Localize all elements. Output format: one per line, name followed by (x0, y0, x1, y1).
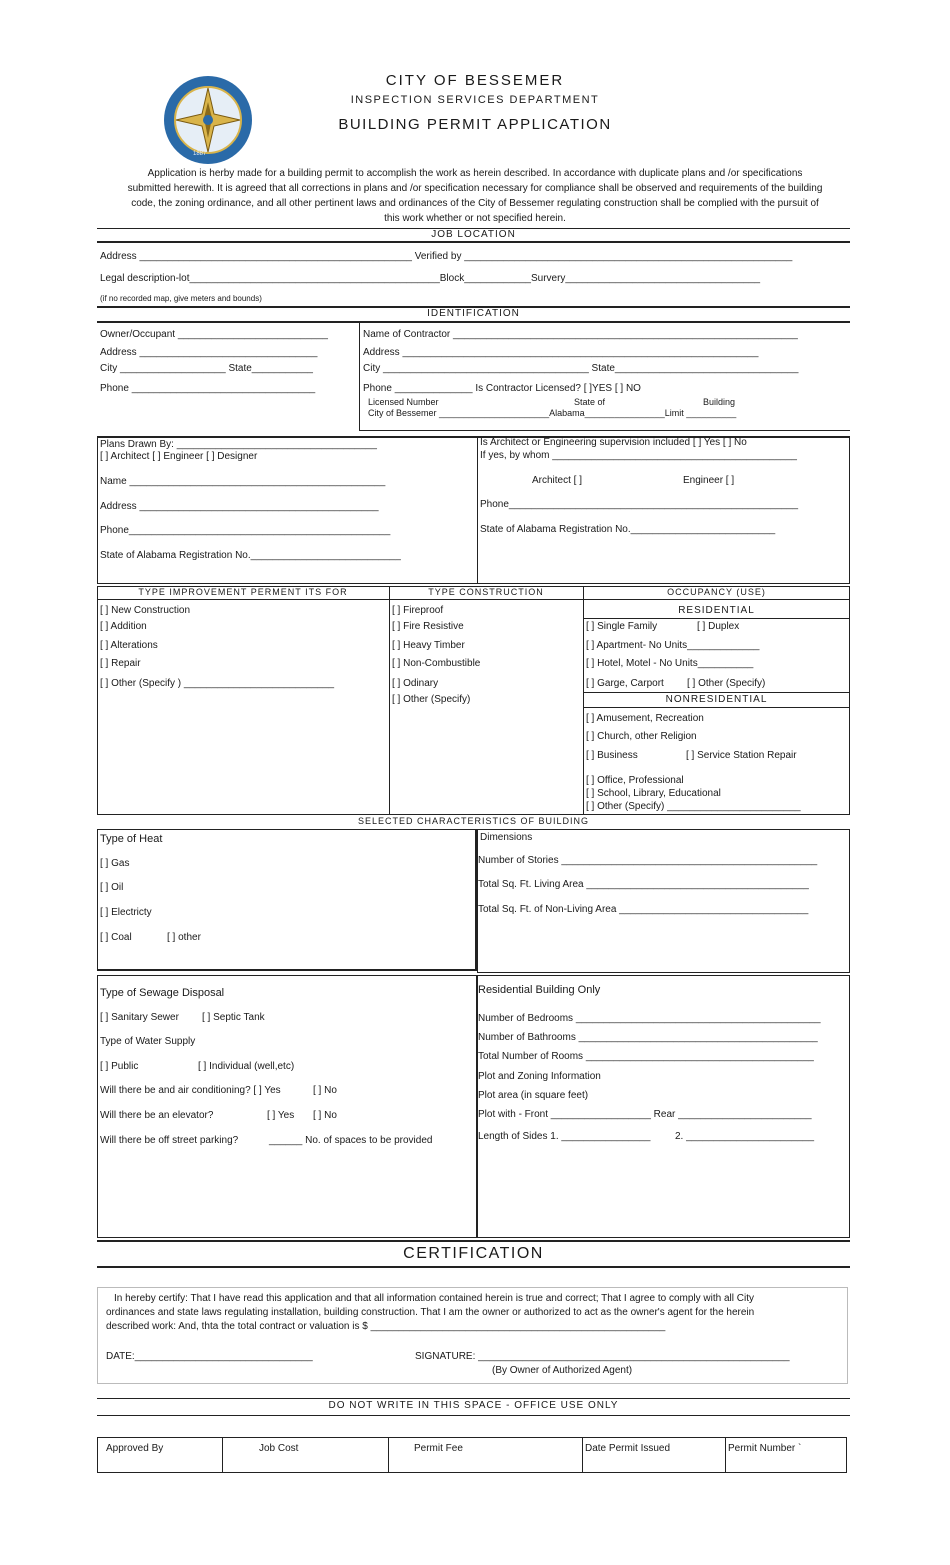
contractor-phone-licensed-field[interactable]: Phone ______________ Is Contractor Licensed? [ ]YES [ ] NO (363, 383, 641, 394)
supervision-question[interactable]: Is Architect or Engineering supervision included [ ] Yes [ ] No (480, 437, 747, 448)
certification-date-field[interactable]: DATE:________________________________ (106, 1351, 313, 1362)
type-of-heat-label: Type of Heat (100, 833, 163, 845)
intro-line-2: submitted herewith. It is agreed that all corrections in plans and /or specification necessary for compliance shall be observed and requirements of the building (127, 183, 823, 194)
licensed-number-label: Licensed Number (368, 397, 439, 407)
plans-designer-options[interactable]: [ ] Architect [ ] Engineer [ ] Designer (100, 451, 258, 462)
other-nonresidential-option[interactable]: [ ] Other (Specify) ________________________ (586, 801, 801, 812)
occupancy-heading: OCCUPANCY (USE) (667, 587, 766, 597)
approved-by-cell: Approved By (106, 1443, 164, 1454)
contractor-city-state-field[interactable]: City _____________________________________ State_________________________________ (363, 363, 799, 374)
gas-option[interactable]: [ ] Gas (100, 858, 130, 869)
length-side-2-field[interactable]: 2. _______________________ (675, 1131, 815, 1142)
bathrooms-field[interactable]: Number of Bathrooms ___________________________________________ (478, 1032, 818, 1043)
permit-number-cell: Permit Number ` (728, 1443, 802, 1454)
improvement-heading: TYPE IMPROVEMENT PERMENT ITS FOR (138, 587, 348, 597)
owner-city-state-field[interactable]: City ___________________ State___________ (100, 363, 313, 374)
characteristics-heading: SELECTED CHARACTERISTICS OF BUILDING (357, 816, 590, 826)
supervisor-registration-field[interactable]: State of Alabama Registration No.__________________________ (480, 524, 776, 535)
certification-valuation-field[interactable]: described work: And, thta the total contract or valuation is $ _____________________________________________________ (106, 1321, 666, 1332)
air-conditioning-yes[interactable]: Will there be and air conditioning? [ ] Yes (100, 1085, 281, 1096)
elevator-yes[interactable]: [ ] Yes (267, 1110, 295, 1121)
oil-option[interactable]: [ ] Oil (100, 882, 124, 893)
certification-line-2: ordinances and state laws regulating installation, building construction. That I am the owner or authorized to act as the owner's agent for the herein (106, 1307, 755, 1318)
plans-drawn-by-field[interactable]: Plans Drawn By: ____________________________________ (100, 439, 377, 450)
construction-heading: TYPE CONSTRUCTION (428, 587, 544, 597)
engineer-checkbox[interactable]: Engineer [ ] (683, 475, 735, 486)
new-construction-option[interactable]: [ ] New Construction (100, 605, 191, 616)
residential-building-label: Residential Building Only (478, 984, 601, 996)
owner-phone-field[interactable]: Phone _________________________________ (100, 383, 316, 394)
plans-registration-field[interactable]: State of Alabama Registration No.___________________________ (100, 550, 401, 561)
garage-option[interactable]: [ ] Garge, Carport (586, 678, 664, 689)
seal-year-text: 1887 (193, 151, 207, 157)
plans-phone-field[interactable]: Phone_______________________________________________ (100, 525, 391, 536)
parking-question: Will there be off street parking? (100, 1135, 239, 1146)
elevator-no[interactable]: [ ] No (313, 1110, 337, 1121)
owner-address-field[interactable]: Address ________________________________ (100, 347, 318, 358)
contractor-name-field[interactable]: Name of Contractor ______________________________________________________________ (363, 329, 798, 340)
air-conditioning-no[interactable]: [ ] No (313, 1085, 337, 1096)
department-title: INSPECTION SERVICES DEPARTMENT (350, 94, 600, 106)
living-area-field[interactable]: Total Sq. Ft. Living Area ________________________________________ (478, 879, 809, 890)
intro-line-4: this work whether or not specified herein. (384, 213, 566, 224)
plot-front-rear-field[interactable]: Plot with - Front __________________ Rear ________________________ (478, 1109, 812, 1120)
business-option[interactable]: [ ] Business (586, 750, 638, 761)
septic-tank-option[interactable]: [ ] Septic Tank (202, 1012, 265, 1023)
alterations-option[interactable]: [ ] Alterations (100, 640, 158, 651)
non-living-area-field[interactable]: Total Sq. Ft. of Non-Living Area __________________________________ (478, 904, 809, 915)
non-combustible-option[interactable]: [ ] Non-Combustible (392, 658, 481, 669)
church-option[interactable]: [ ] Church, other Religion (586, 731, 697, 742)
permit-fee-cell: Permit Fee (414, 1443, 463, 1454)
intro-line-1: Application is herby made for a building permit to accomplish the work as herein described. In accordance with duplicate plans and /or specifications (147, 168, 803, 179)
supervision-by-whom-field[interactable]: If yes, by whom ____________________________________________ (480, 450, 797, 461)
office-use-heading: DO NOT WRITE IN THIS SPACE - OFFICE USE ONLY (328, 1400, 619, 1411)
repair-option[interactable]: [ ] Repair (100, 658, 141, 669)
plans-address-field[interactable]: Address ___________________________________________ (100, 501, 379, 512)
plot-zoning-label: Plot and Zoning Information (478, 1071, 601, 1082)
city-title: CITY OF BESSEMER (385, 72, 565, 89)
nonresidential-heading: NONRESIDENTIAL (665, 694, 768, 705)
intro-line-3: code, the zoning ordinance, and all other pertinent laws and ordinances of the City of Bessemer regulating construction shall be complied with the pursuit of (131, 198, 819, 209)
legal-description-field[interactable]: Legal description-lot_____________________________________________Block____________Survery___________________________________ (100, 273, 761, 284)
other-construction-option[interactable]: [ ] Other (Specify) (392, 694, 471, 705)
elevator-question: Will there be an elevator? (100, 1110, 214, 1121)
job-cost-cell: Job Cost (259, 1443, 299, 1454)
electricity-option[interactable]: [ ] Electricty (100, 907, 152, 918)
other-residential-option[interactable]: [ ] Other (Specify) (687, 678, 766, 689)
meters-bounds-note: (if no recorded map, give meters and bounds) (100, 294, 262, 303)
coal-option[interactable]: [ ] Coal (100, 932, 132, 943)
license-values-field[interactable]: City of Bessemer ______________________Alabama________________Limit __________ (368, 408, 737, 418)
public-water-option[interactable]: [ ] Public (100, 1061, 139, 1072)
apartment-option[interactable]: [ ] Apartment- No Units_____________ (586, 640, 760, 651)
certification-line-1: In hereby certify: That I have read this application and that all information contained herein is true and correct; That I agree to comply with all City (114, 1293, 754, 1304)
form-title: BUILDING PERMIT APPLICATION (338, 116, 612, 133)
date-permit-issued-cell: Date Permit Issued (585, 1443, 671, 1454)
hotel-option[interactable]: [ ] Hotel, Motel - No Units__________ (586, 658, 754, 669)
sewage-disposal-label: Type of Sewage Disposal (100, 987, 225, 999)
other-improvement-option[interactable]: [ ] Other (Specify ) ___________________________ (100, 678, 335, 689)
state-of-label: State of (574, 397, 606, 407)
dimensions-label: Dimensions (480, 832, 533, 843)
school-option[interactable]: [ ] School, Library, Educational (586, 788, 721, 799)
contractor-address-field[interactable]: Address ________________________________________________________________ (363, 347, 759, 358)
individual-water-option[interactable]: [ ] Individual (well,etc) (198, 1061, 295, 1072)
identification-heading: IDENTIFICATION (427, 308, 520, 319)
addition-option[interactable]: [ ] Addition (100, 621, 147, 632)
parking-spaces-field[interactable]: ______ No. of spaces to be provided (269, 1135, 433, 1146)
owner-field[interactable]: Owner/Occupant ___________________________ (100, 329, 328, 340)
fireproof-option[interactable]: [ ] Fireproof (392, 605, 444, 616)
amusement-option[interactable]: [ ] Amusement, Recreation (586, 713, 704, 724)
authorized-agent-note: (By Owner of Authorized Agent) (492, 1365, 633, 1376)
job-address-field[interactable]: Address _________________________________________________ Verified by ___________________________________________________________ (100, 251, 793, 262)
fire-resistive-option[interactable]: [ ] Fire Resistive (392, 621, 464, 632)
certification-signature-field[interactable]: SIGNATURE: ________________________________________________________ (415, 1351, 790, 1362)
water-supply-label: Type of Water Supply (100, 1036, 196, 1047)
total-rooms-field[interactable]: Total Number of Rooms _________________________________________ (478, 1051, 814, 1062)
certification-heading: CERTIFICATION (403, 1245, 544, 1262)
other-heat-option[interactable]: [ ] other (167, 932, 201, 943)
residential-heading: RESIDENTIAL (678, 605, 755, 616)
architect-checkbox[interactable]: Architect [ ] (532, 475, 583, 486)
duplex-option[interactable]: [ ] Duplex (697, 621, 740, 632)
sanitary-sewer-option[interactable]: [ ] Sanitary Sewer (100, 1012, 179, 1023)
heavy-timber-option[interactable]: [ ] Heavy Timber (392, 640, 465, 651)
single-family-option[interactable]: [ ] Single Family (586, 621, 658, 632)
plot-area-label: Plot area (in square feet) (478, 1090, 589, 1101)
job-location-heading: JOB LOCATION (431, 229, 516, 240)
service-station-option[interactable]: [ ] Service Station Repair (686, 750, 797, 761)
number-of-stories-field[interactable]: Number of Stories ______________________________________________ (478, 855, 818, 866)
supervisor-phone-field[interactable]: Phone____________________________________________________ (480, 499, 799, 510)
office-option[interactable]: [ ] Office, Professional (586, 775, 684, 786)
bedrooms-field[interactable]: Number of Bedrooms ____________________________________________ (478, 1013, 821, 1024)
ordinary-option[interactable]: [ ] Odinary (392, 678, 439, 689)
building-label: Building (703, 397, 736, 407)
plans-name-field[interactable]: Name ______________________________________________ (100, 476, 386, 487)
length-side-1-field[interactable]: Length of Sides 1. ________________ (478, 1131, 651, 1142)
